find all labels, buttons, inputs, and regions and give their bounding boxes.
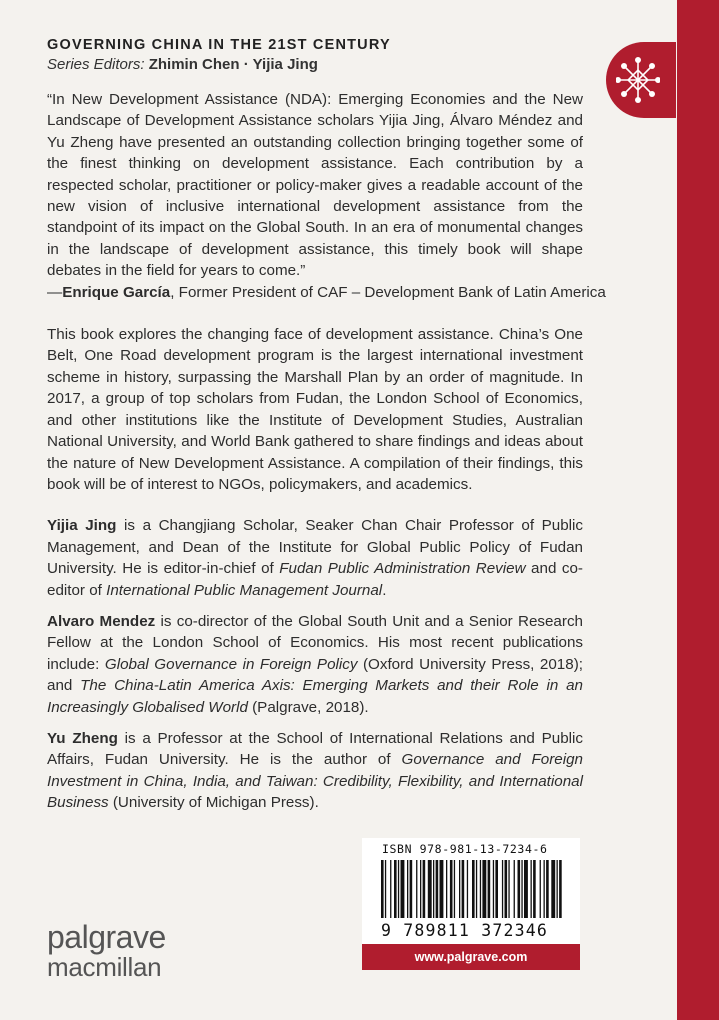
bio-title: Fudan Public Administration Review <box>279 560 526 578</box>
bio-title: The China-Latin America Axis: Emerging Markets and their Role in an Increasingly Globalised World <box>47 677 583 716</box>
author-bio <box>47 611 583 718</box>
attribution-author: Enrique García <box>62 283 171 301</box>
logo-line-macmillan: macmillan <box>47 952 162 982</box>
endorsement-attribution <box>47 282 606 303</box>
bio-title: Governance and Foreign Investment in China, India, and Taiwan: Credibility, Flexibility, and International Business <box>47 751 583 812</box>
bio-text: is co-director of the Global South Unit and a Senior Research Fellow at the London School of Economics. His most recent publications include: <box>47 612 583 673</box>
bio-text: and co-editor of <box>47 560 583 599</box>
series-editors <box>47 55 583 75</box>
network-star-icon <box>616 52 660 108</box>
bio-text: is a Professor at the School of International Relations and Public Affairs, Fudan University. He is the author of <box>47 729 583 769</box>
author-name: Alvaro Mendez <box>47 612 156 630</box>
bio-text: . <box>382 581 387 599</box>
bio-text: (Palgrave, 2018). <box>247 698 369 716</box>
series-editors-names: Zhimin Chen · Yijia Jing <box>148 56 318 73</box>
bio-title: International Public Management Journal <box>106 581 383 599</box>
author-name: Yijia Jing <box>47 517 117 535</box>
series-editors-label: Series Editors: <box>47 56 145 73</box>
author-bio <box>47 515 583 601</box>
logo-line-palgrave: palgrave <box>47 919 166 955</box>
book-description: This book explores the changing face of development assistance. China’s One Belt, One Road development program is the largest international investment scheme in history, surpassing the Marshall Plan by an order of magnitude. In 2017, a group of top scholars from Fudan, the London School of Economics, and other institutions like the Institute of Development Studies, Australian National University, and World Bank gathered to share findings and ideas about the nature of New Development Assistance. A compilation of their findings, this book will be of interest to NGOs, policymakers, and academics. <box>47 326 583 493</box>
bio-title: Global Governance in Foreign Policy <box>104 655 358 673</box>
book-spine-band <box>677 0 719 1020</box>
barcode <box>377 860 565 922</box>
publisher-website: www.palgrave.com <box>362 944 580 970</box>
attribution-dash: — <box>47 283 63 301</box>
bio-text: (University of Michigan Press). <box>108 794 319 812</box>
back-cover-text <box>47 35 606 814</box>
isbn-digits: 9 789811 372346 <box>381 921 549 940</box>
endorsement-quote: “In New Development Assistance (NDA): Emerging Economies and the New Landscape of Development Assistance scholars Yijia Jing, Álvaro Méndez and Yu Zheng have presented an outstanding collection bringing together some of the finest thinking on development assistance. Each contribution by a respected scholar, practitioner or policy-maker gives a readable account of the new vision of inclusive international development assistance from the standpoint of its impact on the Global South. In an era of monumental changes in the landscape of development assistance, this timely book will shape debates in the field for years to come.” <box>47 91 583 280</box>
isbn-label: ISBN 978-981-13-7234-6 <box>382 842 548 856</box>
bio-text: (Oxford University Press, 2018); and <box>47 655 583 695</box>
series-title: GOVERNING CHINA IN THE 21ST CENTURY <box>47 37 391 53</box>
author-name: Yu Zheng <box>47 729 118 747</box>
attribution-affiliation: , Former President of CAF – Development Bank of Latin America <box>170 283 606 301</box>
palgrave-macmillan-logo <box>47 921 166 980</box>
series-badge <box>606 42 676 118</box>
author-bio <box>47 728 583 814</box>
bio-text: is a Changjiang Scholar, Seaker Chan Chair Professor of Public Management, and Dean of the Institute for Global Public Policy of Fudan University. He is editor-in-chief of <box>47 517 583 578</box>
